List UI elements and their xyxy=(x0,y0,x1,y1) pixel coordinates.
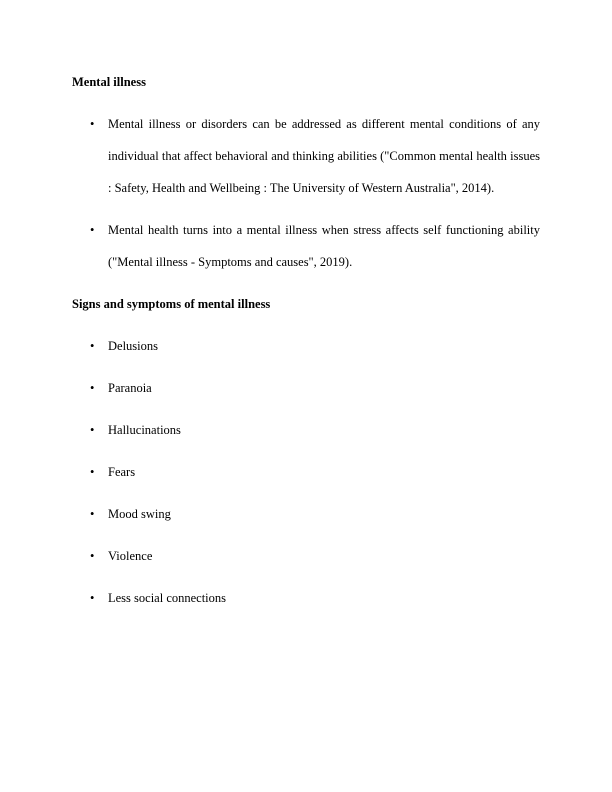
list-item-text: Hallucinations xyxy=(108,423,181,437)
list-item-text: Violence xyxy=(108,549,153,563)
list-item xyxy=(72,108,540,204)
section-heading-signs-and-symptoms: Signs and symptoms of mental illness xyxy=(72,297,271,311)
list-item xyxy=(72,540,540,572)
list-item xyxy=(72,498,540,530)
list-item-text: Delusions xyxy=(108,339,158,353)
list-item xyxy=(72,456,540,488)
list-item-text: Less social connections xyxy=(108,591,227,605)
list-item-text: Fears xyxy=(108,465,136,479)
list-item xyxy=(72,582,540,614)
list-item-text: Mental health turns into a mental illness when stress affects self functioning ability ("Mental illness - Symptoms and causes", 2019). xyxy=(108,223,540,269)
bullet-icon: • xyxy=(90,465,95,479)
list-item xyxy=(72,330,540,362)
bullet-icon: • xyxy=(90,549,95,563)
list-item xyxy=(72,414,540,446)
mental-illness-bullet-list xyxy=(72,108,540,278)
bullet-icon: • xyxy=(90,507,95,521)
bullet-icon: • xyxy=(90,339,95,353)
bullet-icon: • xyxy=(90,117,95,131)
list-item xyxy=(72,214,540,278)
list-item-text: Paranoia xyxy=(108,381,152,395)
bullet-icon: • xyxy=(90,381,95,395)
list-item-text: Mood swing xyxy=(108,507,171,521)
list-item-text: Mental illness or disorders can be addressed as different mental conditions of any individual that affect behavioral and thinking abilities ("Common mental health issues : Safety, Health and Wellbeing : The University of Western Australia", 2014). xyxy=(108,117,540,195)
section-heading-mental-illness: Mental illness xyxy=(72,75,146,89)
bullet-icon: • xyxy=(90,223,95,237)
bullet-icon: • xyxy=(90,423,95,437)
symptoms-bullet-list xyxy=(72,330,540,614)
bullet-icon: • xyxy=(90,591,95,605)
list-item xyxy=(72,372,540,404)
